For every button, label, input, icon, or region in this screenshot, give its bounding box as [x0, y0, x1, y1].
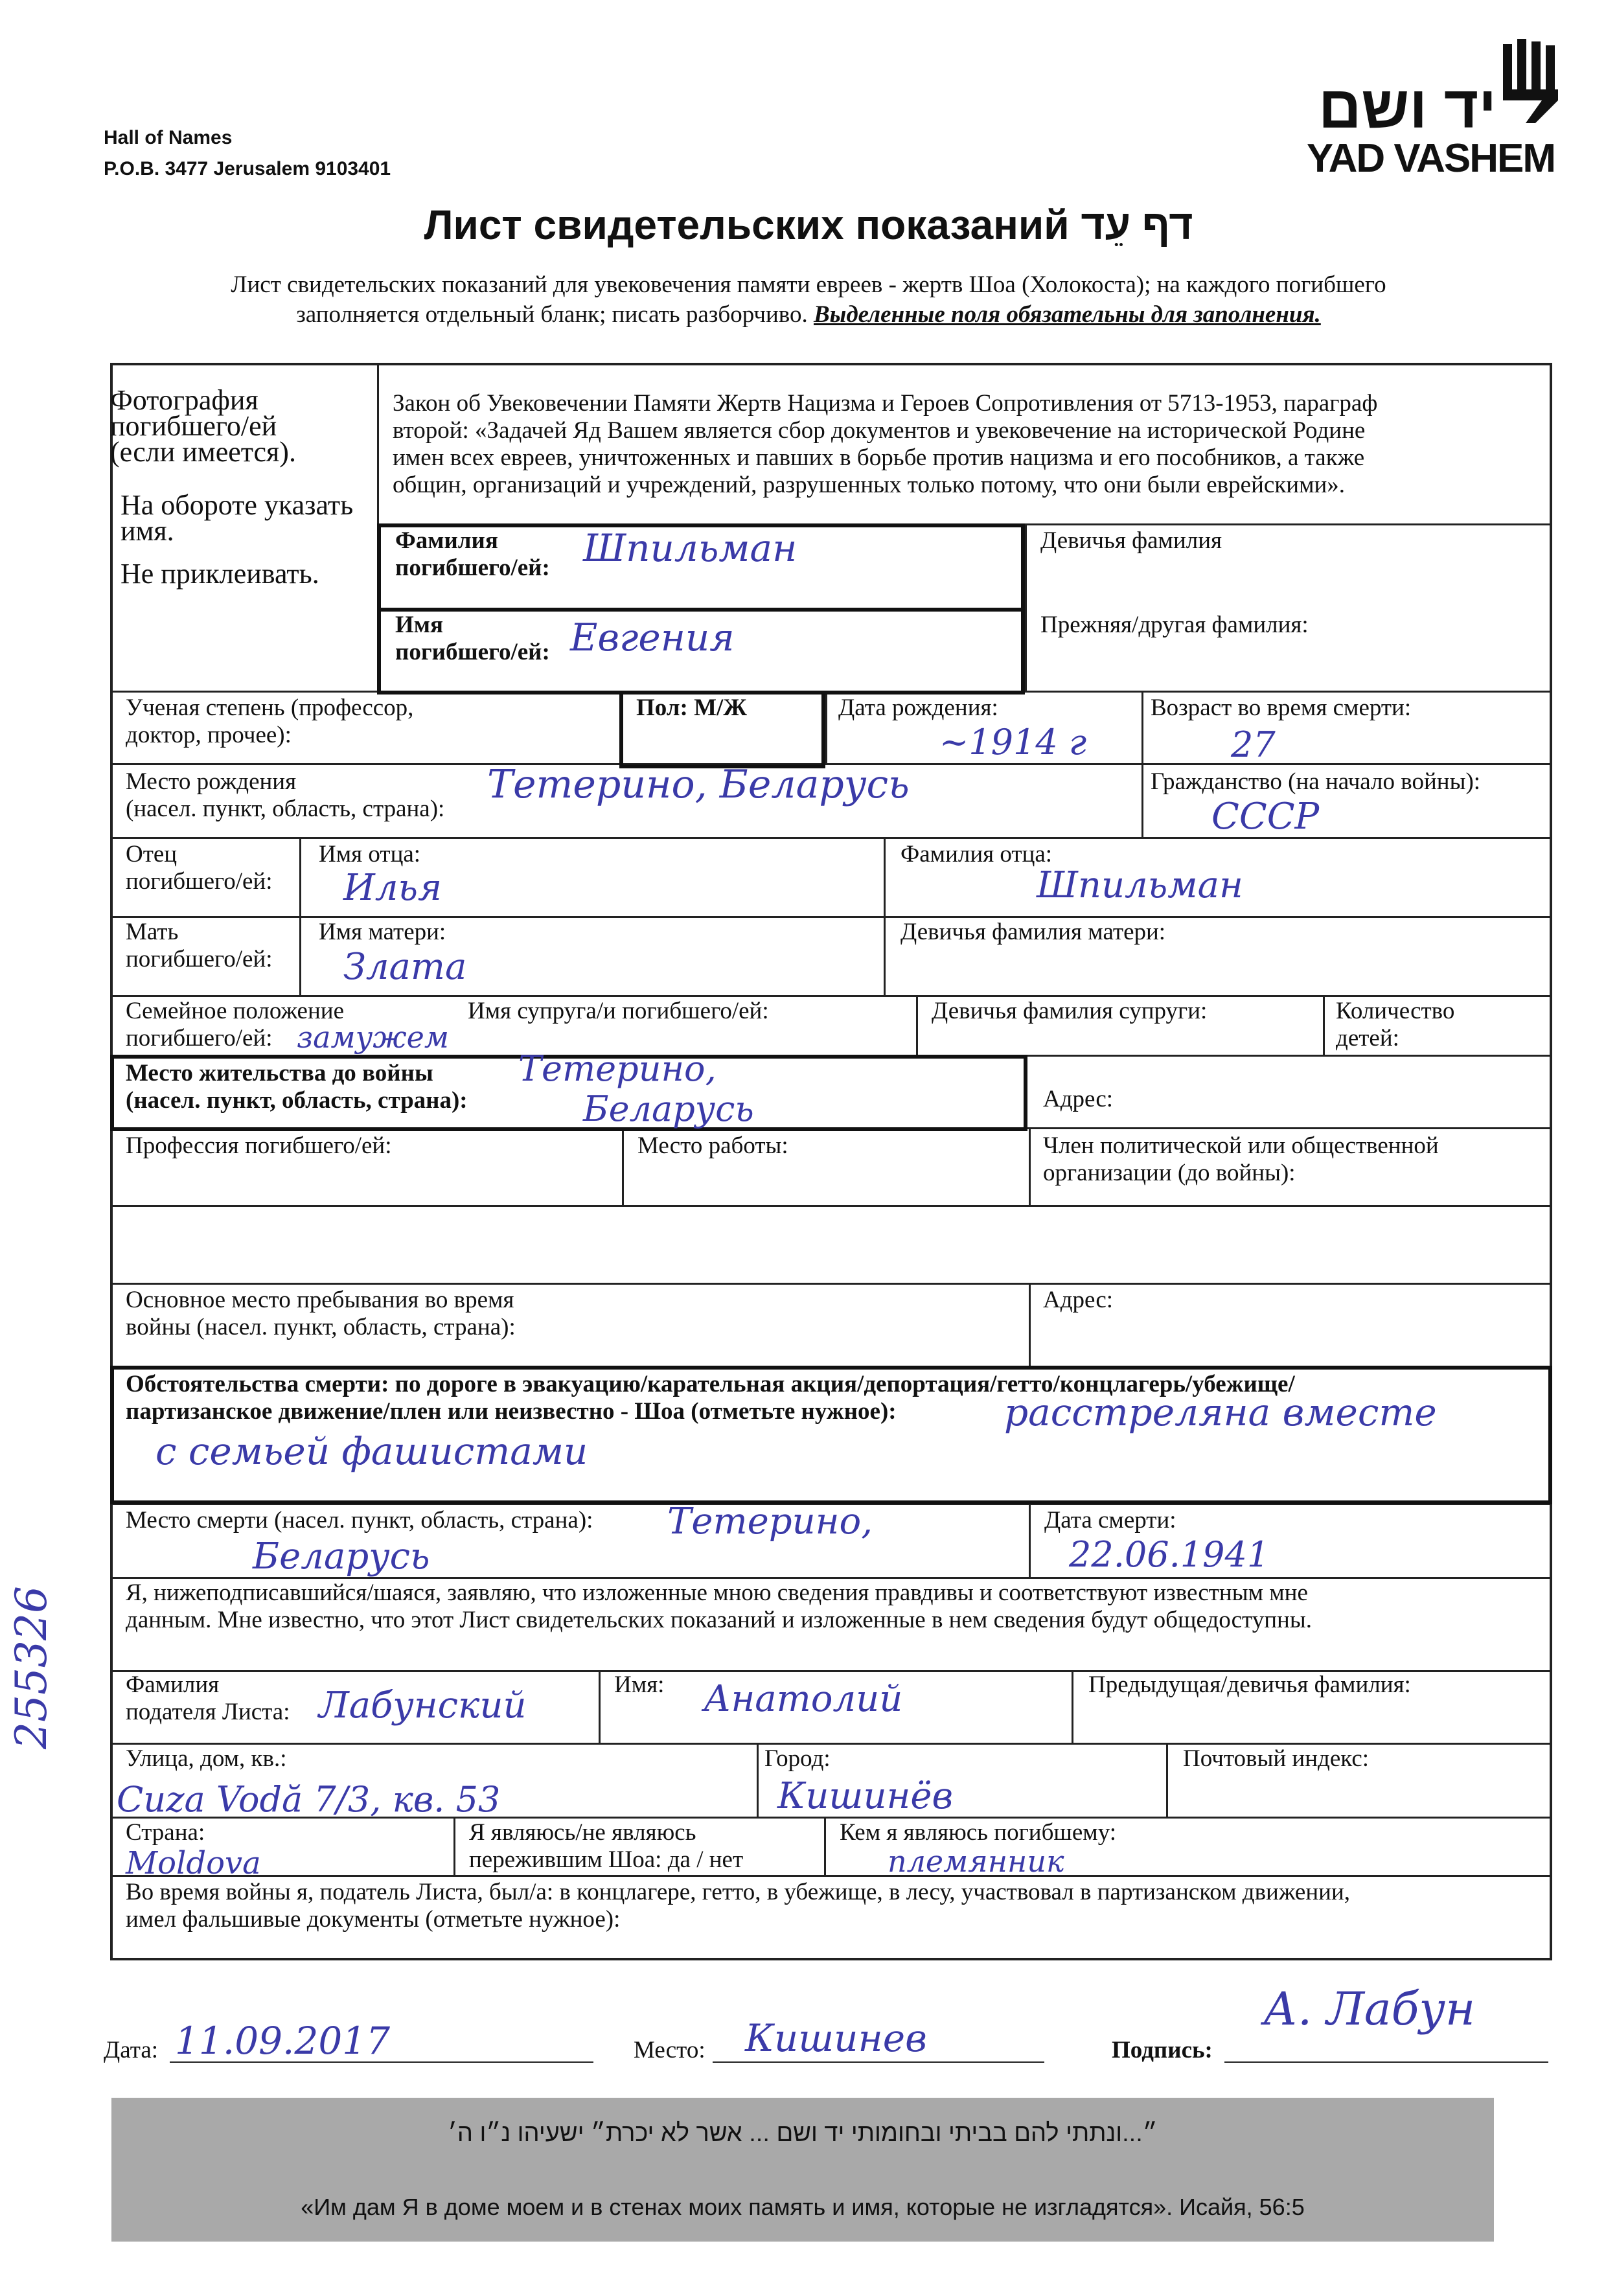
photo-note2: Не приклеивать. [120, 558, 319, 590]
residence-label-l2: (насел. пункт, область, страна): [126, 1087, 468, 1114]
footer-hebrew: ״...ונתתי להם בביתי ובחומותי יד ושם ... אשר לא יכרת״ ישעיהו נ״ו ה׳ [448, 2120, 1158, 2147]
photo-label2: погибшего/ей [110, 410, 277, 442]
declaration-line1: Я, нижеподписавшийся/шаяся, заявляю, что изложенные мною сведения правдивы и соответствуют известным мне [126, 1579, 1308, 1606]
father-label [126, 841, 273, 895]
firstname-label-l2: погибшего/ей: [395, 639, 550, 665]
signature-place-value[interactable]: Кишинев [745, 2016, 927, 2060]
residence-address-label: Адрес: [1043, 1086, 1114, 1112]
birthplace-label-l1: Место рождения [126, 768, 297, 795]
family-status-label-l1: Семейное положение [126, 998, 344, 1024]
intro-line1: Лист свидетельских показаний для увековечения памяти евреев - жертв Шоа (Холокоста); на каждого погибшего [231, 271, 1386, 298]
sign-label: Подпись: [1112, 2037, 1213, 2063]
spouse-name-label: Имя супруга/и погибшего/ей: [468, 998, 769, 1024]
residence-label-l1: Место жительства до войны [126, 1060, 433, 1086]
org-address: P.O.B. 3477 Jerusalem 9103401 [104, 158, 391, 179]
photo-note1a: На обороте указать [120, 489, 354, 521]
birthdate-value[interactable]: ~1914 г [939, 722, 1087, 763]
survivor-label[interactable] [469, 1819, 743, 1874]
spouse-maiden-label: Девичья фамилия супруги: [932, 998, 1208, 1024]
photo-label3: (если имеется). [110, 436, 296, 468]
children-count-label [1336, 998, 1454, 1052]
logo-hebrew: יד ושם [1318, 75, 1497, 141]
death-place-value-line2[interactable]: Беларусь [253, 1535, 430, 1578]
wartime-label-l2: войны (насел. пункт, область, страна): [126, 1314, 516, 1340]
hand-icon [1497, 39, 1574, 130]
father-name-value[interactable]: Илья [343, 867, 442, 909]
submitter-wartime-label-l2: имел фальшивые документы (отметьте нужное): [126, 1906, 621, 1933]
yad-vashem-logo [1270, 39, 1561, 188]
law-line1: Закон об Увековечении Памяти Жертв Нацизма и Героев Сопротивления от 5713-1953, параграф [393, 390, 1378, 417]
circumstances-label-l2: партизанское движение/плен или неизвестно - Шоа (отметьте нужное): [126, 1398, 897, 1425]
mother-name-label: Имя матери: [319, 919, 446, 945]
submitter-wartime-label-l1: Во время войны я, податель Листа, был/а: в концлагере, гетто, в убежище, в лесу, участвовал в партизанском движении, [126, 1879, 1350, 1905]
wartime-address-label: Адрес: [1043, 1287, 1114, 1313]
father-label-l1: Отец [126, 841, 178, 867]
submitter-surname-label-l2: подателя Листа: [126, 1699, 290, 1725]
death-place-label: Место смерти (насел. пункт, область, страна): [126, 1507, 593, 1533]
submitter-surname-value[interactable]: Лабунский [319, 1684, 527, 1727]
submitter-prev-label: Предыдущая/девичья фамилия: [1088, 1671, 1411, 1698]
family-status-value[interactable]: замужем [297, 1020, 449, 1055]
intro-emphasis: Выделенные поля обязательны для заполнения. [813, 301, 1321, 328]
country-value[interactable]: Moldova [126, 1845, 261, 1881]
age-value[interactable]: 27 [1231, 724, 1276, 765]
mother-name-value[interactable]: Злата [343, 946, 467, 988]
relation-value[interactable]: племянник [888, 1844, 1064, 1879]
wartime-place-label [126, 1287, 516, 1341]
mother-label-l1: Мать [126, 919, 179, 945]
surname-label-l1: Фамилия [395, 527, 498, 554]
birthplace-label [126, 768, 444, 823]
mother-label-l2: погибшего/ей: [126, 946, 273, 972]
zip-label: Почтовый индекс: [1183, 1745, 1370, 1772]
birthplace-label-l2: (насел. пункт, область, страна): [126, 796, 445, 822]
city-value[interactable]: Кишинёв [777, 1775, 954, 1817]
gender-label[interactable]: Пол: М/Ж [636, 695, 747, 721]
profession-label: Профессия погибшего/ей: [126, 1132, 392, 1159]
declaration-line2: данным. Мне известно, что этот Лист свидетельских показаний и изложенные в нем сведения будут общедоступны. [126, 1607, 1312, 1633]
father-surname-label: Фамилия отца: [900, 841, 1053, 867]
victim-surname-value[interactable]: Шпильман [583, 526, 797, 570]
death-date-label: Дата смерти: [1044, 1507, 1176, 1533]
place-label: Место: [634, 2037, 705, 2063]
relation-label: Кем я являюсь погибшему: [840, 1819, 1117, 1846]
victim-firstname-label [395, 612, 550, 666]
death-place-value-line1[interactable]: Тетерино, [667, 1500, 873, 1543]
victim-firstname-value[interactable]: Евгения [570, 615, 735, 660]
submitter-name-label: Имя: [614, 1671, 665, 1698]
page-title: Лист свидетельских показаний דף עֵד [424, 201, 1193, 248]
membership-label-l1: Член политической или общественной [1043, 1132, 1439, 1159]
victim-previous-label: Прежняя/другая фамилия: [1040, 612, 1309, 638]
submitter-surname-label [126, 1671, 290, 1726]
margin-record-number: 255326 [6, 1586, 56, 1749]
mother-maiden-label: Девичья фамилия матери: [900, 919, 1166, 945]
residence-value-line1[interactable]: Тетерино, [518, 1048, 717, 1089]
law-line3: имен всех евреев, уничтоженных и павших в борьбе против нацизма и его пособников, а также [393, 444, 1365, 471]
father-label-l2: погибшего/ей: [126, 868, 273, 895]
surname-label-l2: погибшего/ей: [395, 555, 550, 581]
circumstances-value-line2[interactable]: с семьей фашистами [155, 1429, 588, 1473]
logo-latin: YAD VASHEM [1306, 136, 1555, 181]
circumstances-value-line1[interactable]: расстреляна вместе [1004, 1390, 1437, 1434]
survivor-label-l2: пережившим Шоа: да / нет [469, 1846, 744, 1873]
children-label-l1: Количество [1336, 998, 1455, 1024]
degree-label-l2: доктор, прочее): [126, 722, 292, 748]
citizenship-label: Гражданство (на начало войны): [1151, 768, 1481, 795]
firstname-label-l1: Имя [395, 612, 443, 638]
wartime-label-l1: Основное место пребывания во время [126, 1287, 514, 1313]
father-name-label: Имя отца: [319, 841, 421, 867]
victim-maiden-label: Девичья фамилия [1040, 527, 1222, 554]
survivor-label-l1: Я являюсь/не являюсь [469, 1819, 696, 1846]
father-surname-value[interactable]: Шпильман [1037, 864, 1243, 906]
intro-line2-text: заполняется отдельный бланк; писать разборчиво. [296, 301, 808, 328]
death-date-value[interactable]: 22.06.1941 [1069, 1534, 1270, 1575]
submitter-surname-label-l1: Фамилия [126, 1671, 220, 1698]
city-label: Город: [764, 1745, 831, 1772]
membership-label-l2: организации (до войны): [1043, 1160, 1296, 1186]
street-value[interactable]: Cuza Vodă 7/3, кв. 53 [117, 1779, 501, 1820]
victim-surname-label [395, 527, 550, 582]
photo-box[interactable] [110, 384, 376, 590]
intro-line2 [0, 301, 1617, 328]
org-name: Hall of Names [104, 127, 233, 148]
membership-label [1043, 1132, 1439, 1187]
date-label: Дата: [104, 2037, 159, 2063]
children-label-l2: детей: [1336, 1025, 1399, 1051]
photo-label1: Фотография [110, 384, 258, 416]
submitter-wartime-label [126, 1879, 1350, 1933]
birthdate-label: Дата рождения: [838, 695, 998, 721]
citizenship-value[interactable]: СССР [1211, 796, 1320, 838]
declaration-text [126, 1579, 1312, 1634]
footer-russian: «Им дам Я в доме моем и в стенах моих память и имя, которые не изгладятся». Исайя, 56:5 [301, 2194, 1305, 2220]
age-label: Возраст во время смерти: [1151, 695, 1412, 721]
country-label: Страна: [126, 1819, 205, 1846]
signature-date-value[interactable]: 11.09.2017 [175, 2019, 391, 2063]
circumstances-label-l1: Обстоятельства смерти: по дороге в эвакуацию/карательная акция/депортация/гетто/концлагерь/убежище/ [126, 1371, 1295, 1397]
submitter-name-value[interactable]: Анатолий [704, 1678, 903, 1720]
degree-label-l1: Ученая степень (профессор, [126, 695, 414, 721]
law-text [393, 390, 1546, 499]
street-label: Улица, дом, кв.: [126, 1745, 287, 1772]
law-line4: общин, организаций и учреждений, разрушенных только потому, что они были еврейскими». [393, 472, 1346, 498]
birthplace-value[interactable]: Тетерино, Беларусь [487, 762, 910, 807]
residence-label [126, 1060, 468, 1114]
degree-label [126, 695, 413, 749]
residence-value-line2[interactable]: Беларусь [583, 1088, 754, 1129]
mother-label [126, 919, 273, 973]
signature-value[interactable]: А. Лабун [1263, 1982, 1476, 2036]
law-line2: второй: «Задачей Яд Вашем является сбор документов и увековечение на исторической Родине [393, 417, 1366, 444]
photo-note1b: имя. [120, 515, 174, 547]
workplace-label: Место работы: [637, 1132, 788, 1159]
family-status-label-l2: погибшего/ей: [126, 1025, 273, 1051]
